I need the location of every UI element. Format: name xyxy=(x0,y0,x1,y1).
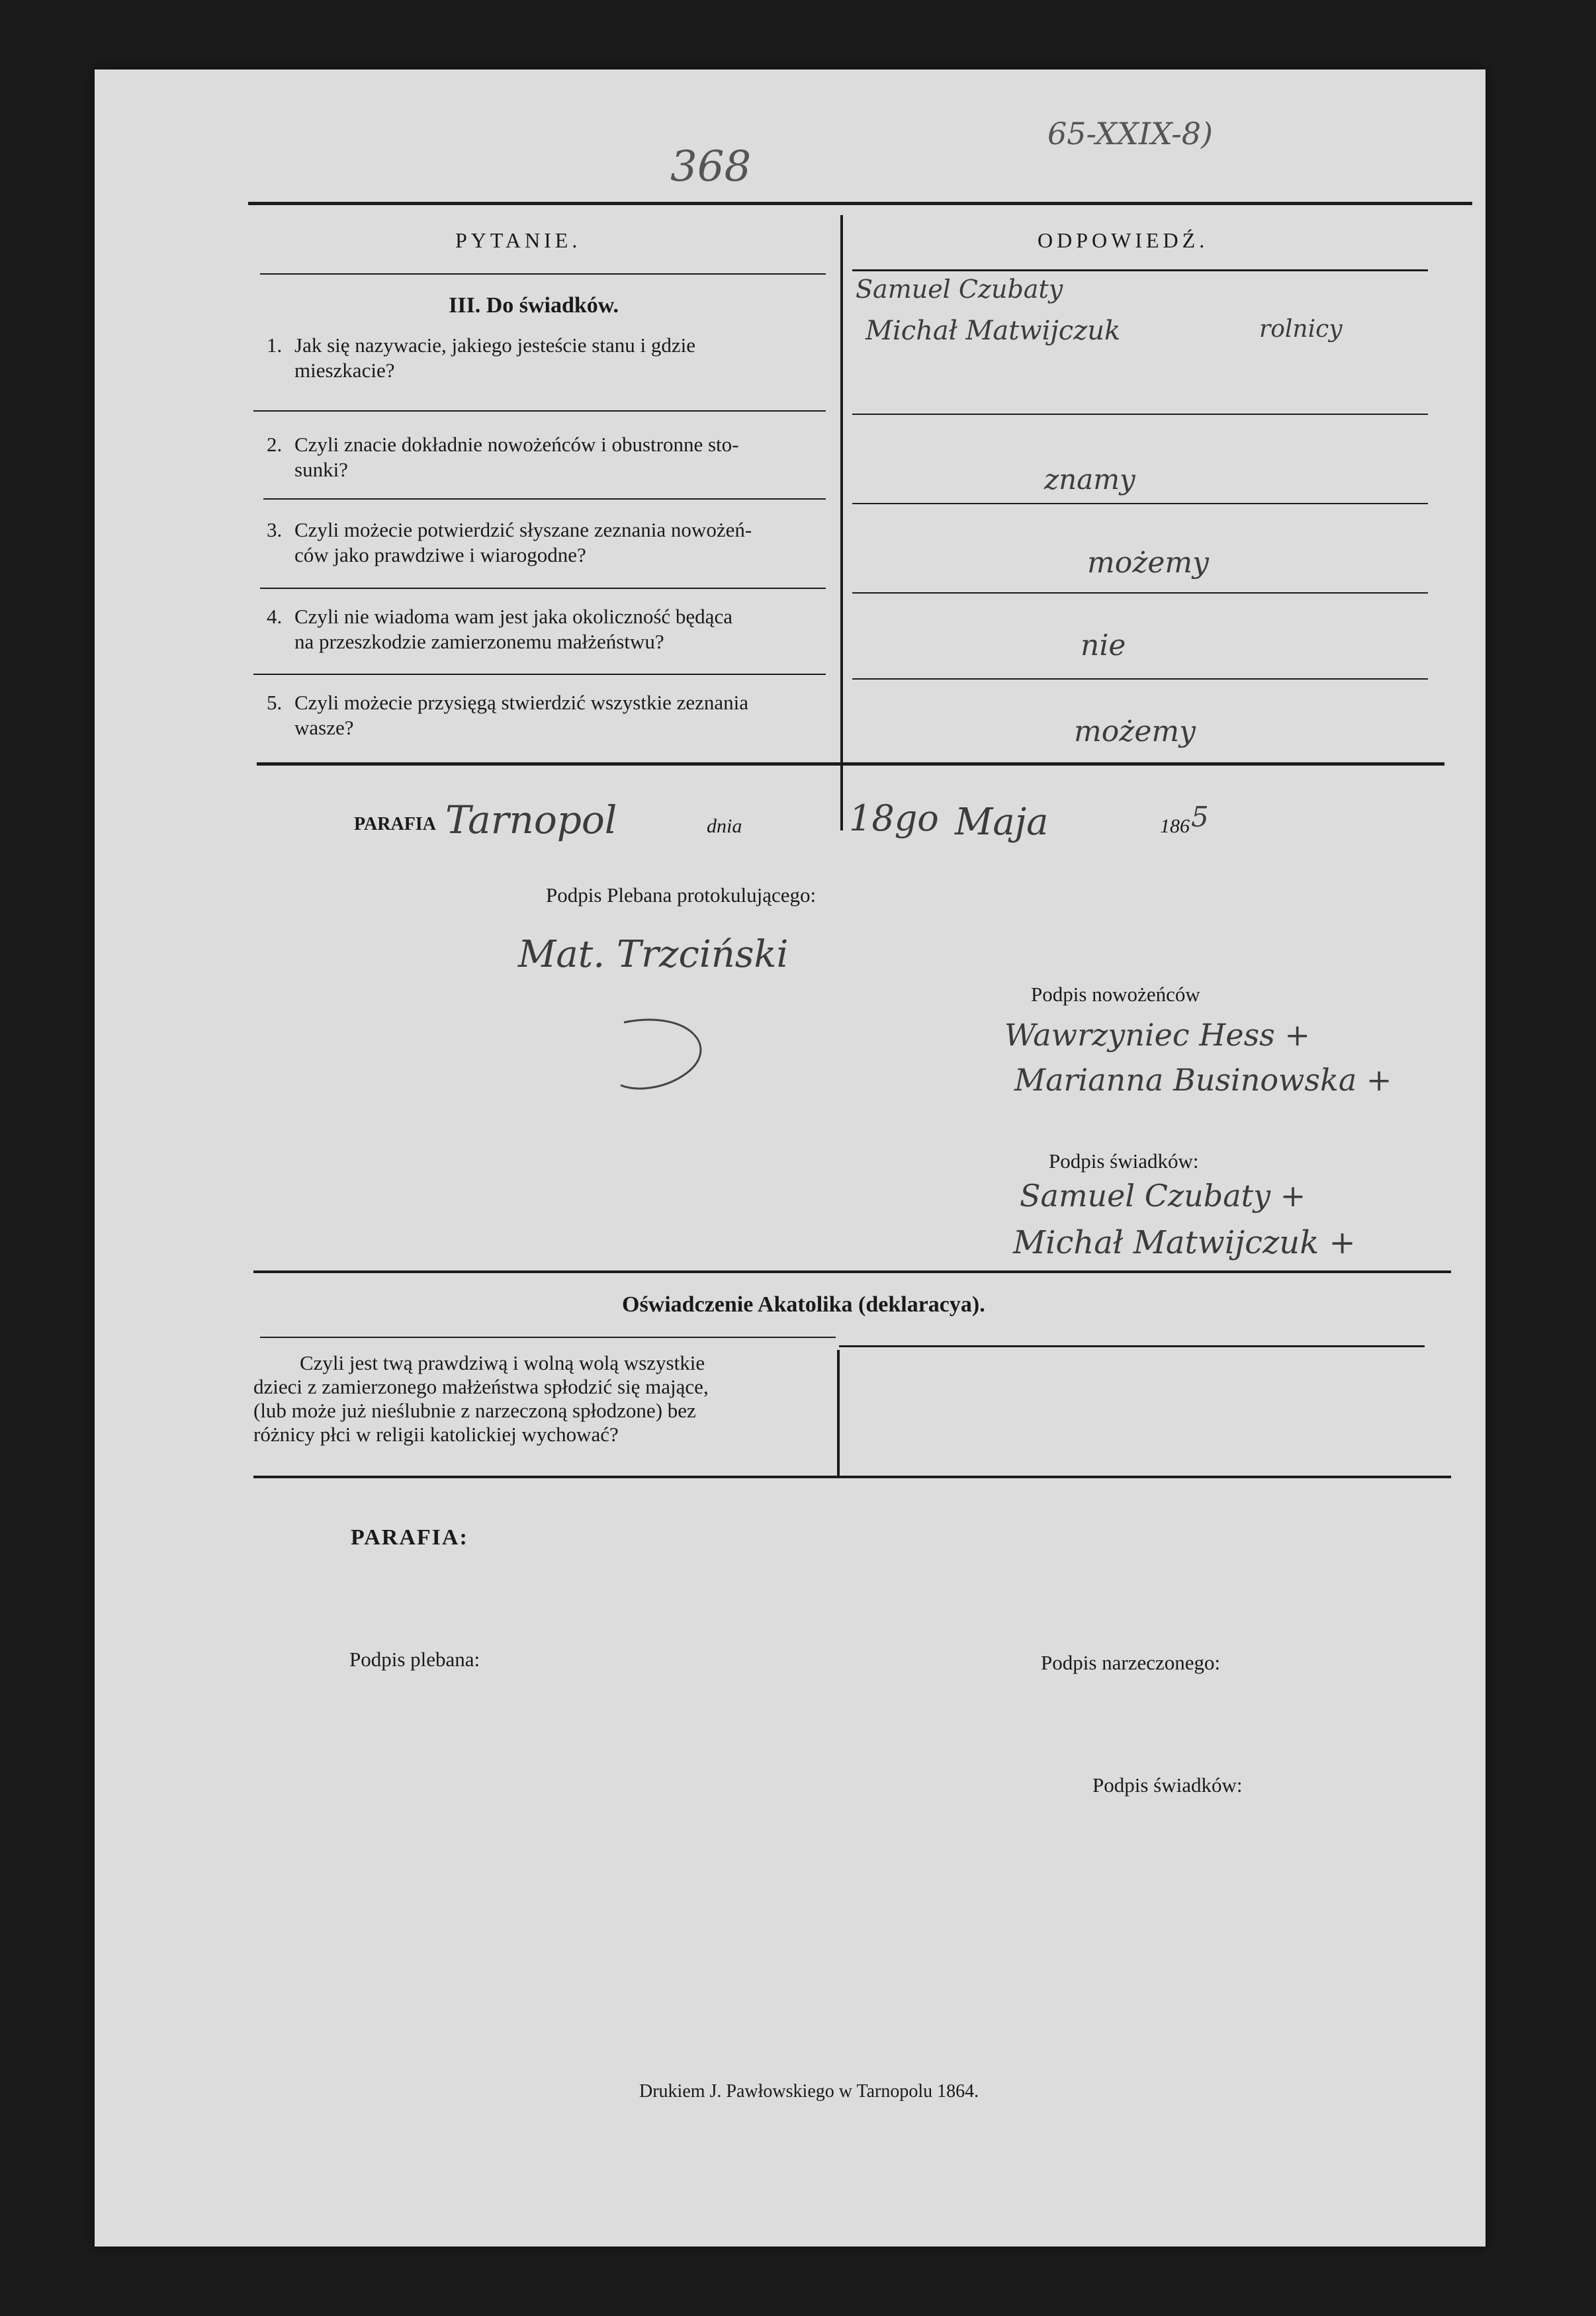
row-rule xyxy=(852,503,1428,504)
declaration-title: Oświadczenie Akatolika (deklaracya). xyxy=(622,1292,985,1317)
answer-4: nie xyxy=(1081,629,1126,662)
question-number: 3. xyxy=(267,518,283,541)
question-number: 5. xyxy=(267,691,283,714)
question-text-line: Czyli możecie potwierdzić słyszane zeznania nowożeń- xyxy=(294,518,752,541)
question-text-line: na przeszkodzie zamierzonemu małżeństwu? xyxy=(294,630,664,653)
declaration-text xyxy=(253,1351,822,1447)
document-page xyxy=(95,69,1485,2247)
declaration-bottom-rule xyxy=(253,1476,1451,1478)
date-year-written: 5 xyxy=(1191,801,1209,833)
row-rule xyxy=(852,592,1428,594)
parish-label: PARAFIA xyxy=(354,814,436,834)
section-title: III. Do świadków. xyxy=(449,293,619,318)
answer-5: możemy xyxy=(1074,715,1196,748)
row-rule xyxy=(263,498,826,500)
row-rule xyxy=(253,674,826,675)
declaration-top-rule xyxy=(253,1270,1451,1273)
spouse-1-signature: Wawrzyniec Hess + xyxy=(1004,1017,1310,1053)
priest-signature-label: Podpis Plebana protokulującego: xyxy=(546,883,817,907)
question-text-line: ców jako prawdziwe i wiarogodne? xyxy=(294,543,586,566)
question-column-header: PYTANIE. xyxy=(455,228,582,252)
question-text-line: Jak się nazywacie, jakiego jesteście stanu i gdzie xyxy=(294,334,695,357)
answer-1-line-1: Samuel Czubaty xyxy=(856,275,1063,304)
header-rule-right xyxy=(852,269,1428,271)
parish-place: Tarnopol xyxy=(445,797,617,842)
answer-1-line-2: Michał Matwijczuk xyxy=(865,316,1121,346)
date-year-printed: 186 xyxy=(1160,815,1190,837)
parish-2-label: PARAFIA: xyxy=(351,1525,468,1550)
row-rule xyxy=(253,410,826,412)
answer-1-status: rolnicy xyxy=(1259,316,1343,343)
answer-3: możemy xyxy=(1087,546,1210,580)
witnesses-signature-label: Podpis świadków: xyxy=(1049,1149,1199,1173)
archive-reference: 65-XXIX-8) xyxy=(1047,116,1213,152)
question-text-line: Czyli znacie dokładnie nowożeńców i obustronne sto- xyxy=(294,433,739,456)
priest-signature-2-label: Podpis plebana: xyxy=(349,1648,480,1671)
signature-flourish xyxy=(611,1009,723,1095)
question-number: 2. xyxy=(267,433,283,456)
question-text-line: wasze? xyxy=(294,716,354,739)
question-number: 4. xyxy=(267,605,283,628)
declaration-text-line: dzieci z zamierzonego małżeństwa spłodzić się mające, xyxy=(253,1375,709,1398)
fiance-signature-label: Podpis narzeczonego: xyxy=(1041,1651,1221,1674)
question-number: 1. xyxy=(267,334,283,357)
top-rule xyxy=(248,202,1472,205)
answer-column-header: ODPOWIEDŹ. xyxy=(1038,228,1209,252)
table-bottom-rule xyxy=(257,762,1444,766)
date-day: 18go xyxy=(849,797,939,839)
witness-2-signature: Michał Matwijczuk + xyxy=(1013,1224,1356,1261)
row-rule xyxy=(852,414,1428,415)
witness-1-signature: Samuel Czubaty + xyxy=(1020,1178,1306,1214)
header-rule-left xyxy=(260,273,826,275)
column-divider xyxy=(840,215,843,830)
printer-imprint: Drukiem J. Pawłowskiego w Tarnopolu 1864. xyxy=(639,2081,979,2102)
spouse-2-signature: Marianna Businowska + xyxy=(1014,1062,1392,1098)
date-month: Maja xyxy=(955,801,1049,844)
row-rule xyxy=(852,678,1428,680)
archive-number: 368 xyxy=(670,142,752,191)
declaration-header-rule-right xyxy=(839,1345,1425,1347)
declaration-text-line: Czyli jest twą prawdziwą i wolną wolą wszystkie xyxy=(300,1351,705,1374)
declaration-header-rule-left xyxy=(260,1337,836,1338)
question-text-line: Czyli możecie przysięgą stwierdzić wszystkie zeznania xyxy=(294,691,749,714)
spouses-signature-label: Podpis nowożeńców xyxy=(1031,983,1200,1006)
declaration-text-line: różnicy płci w religii katolickiej wychować? xyxy=(253,1423,619,1446)
question-text-line: Czyli nie wiadoma wam jest jaka okoliczność będąca xyxy=(294,605,732,628)
question-text-line: mieszkacie? xyxy=(294,359,395,382)
declaration-text-line: (lub może już nieślubnie z narzeczoną spłodzone) bez xyxy=(253,1399,696,1422)
answer-2: znamy xyxy=(1044,463,1135,496)
witnesses-signature-2-label: Podpis świadków: xyxy=(1092,1773,1243,1797)
declaration-column-divider xyxy=(837,1350,840,1478)
row-rule xyxy=(260,588,826,589)
date-dnia-label: dnia xyxy=(707,815,742,837)
question-text-line: sunki? xyxy=(294,458,348,481)
priest-signature: Mat. Trzciński xyxy=(518,933,789,976)
